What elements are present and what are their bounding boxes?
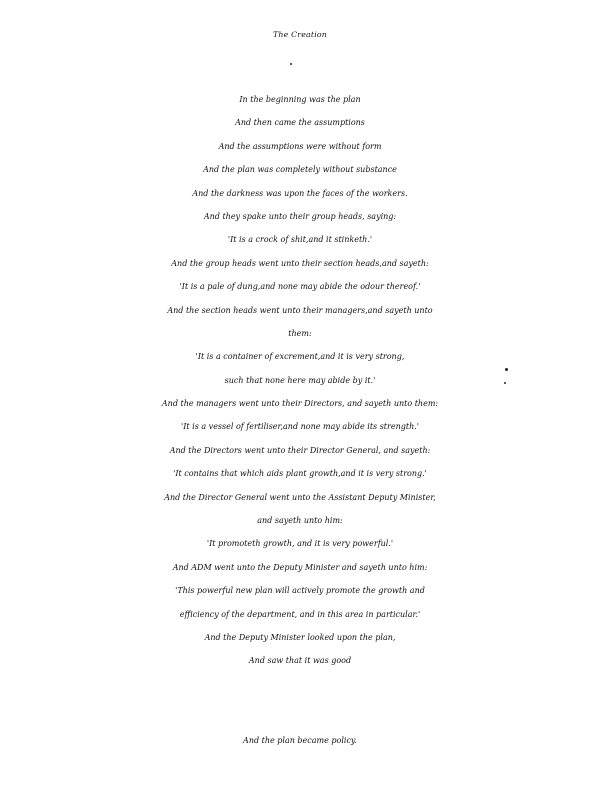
poem-line: And the managers went unto their Directors, and sayeth unto them: [161,399,439,409]
poem-line: 'It contains that which aids plant growth,and it is very strong.' [173,469,427,479]
poem-body [0,88,600,673]
poem-line: And saw that it was good [248,656,352,666]
poem-line: And the Directors went unto their Director General, and sayeth: [169,445,431,455]
poem-line: And the section heads went unto their managers,and sayeth unto [167,305,433,315]
poem-line: efficiency of the department, and in this area in particular.' [179,609,421,619]
poem-line: 'It is a vessel of fertiliser,and none may abide its strength.' [181,422,419,432]
poem-line: And then came the assumptions [235,118,365,128]
scan-speck [290,63,292,65]
poem-line: In the beginning was the plan [239,95,361,104]
poem-line: 'It is a container of excrement,and it is very strong, [195,352,405,362]
page-title: The Creation [272,30,327,39]
poem-line: 'It is a crock of shit,and it stinketh.' [227,235,373,245]
poem-line: 'It promoteth growth, and it is very powerful.' [206,539,394,549]
poem-line: such that none here may abide by it.' [224,375,376,385]
poem-line: And the group heads went unto their section heads,and sayeth: [171,258,429,268]
poem-line: And the assumptions were without form [218,141,382,151]
poem-line: and sayeth unto him: [257,516,343,526]
poem-line: And the Director General went unto the Assistant Deputy Minister, [164,492,436,502]
poem-line: 'It is a pale of dung,and none may abide the odour thereof.' [179,282,421,292]
poem-line: And the Deputy Minister looked upon the plan, [204,632,396,642]
poem-line: And the darkness was upon the faces of the workers. [192,188,408,198]
closing-line: And the plan became policy. [243,736,357,745]
poem-line: 'This powerful new plan will actively promote the growth and [175,586,425,596]
poem-line: And ADM went unto the Deputy Minister and sayeth unto him: [172,562,428,572]
poem-line: And they spake unto their group heads, saying: [203,211,397,221]
poem-line: And the plan was completely without substance [203,165,397,175]
poem-line: them: [288,328,312,338]
